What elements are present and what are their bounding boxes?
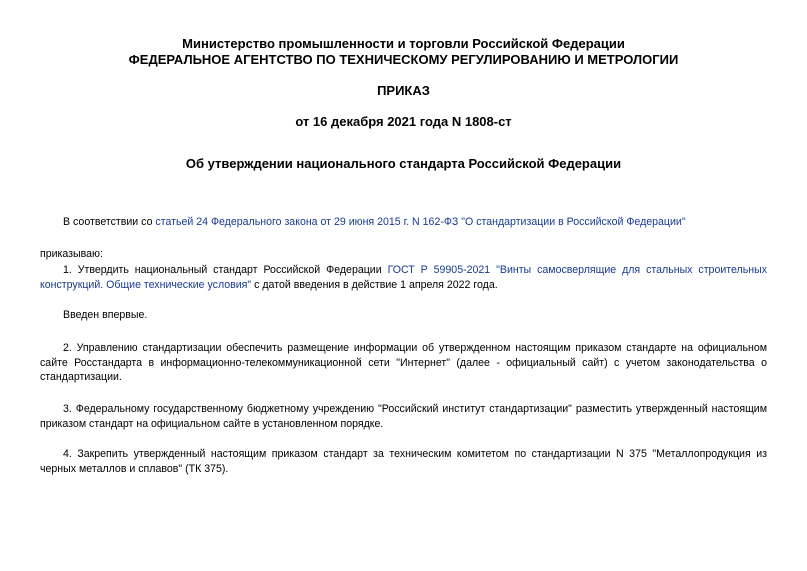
preamble-paragraph	[40, 215, 767, 230]
item-1-paragraph	[40, 263, 767, 292]
ministry-heading: Министерство промышленности и торговли Российской Федерации	[182, 36, 625, 51]
order-word: приказываю:	[40, 248, 103, 260]
item-3-paragraph: 3. Федеральному государственному бюджетному учреждению "Российский институт стандартизации" разместить утвержденный настоящим приказом стандарт на официальном сайте в установленном порядке.	[40, 403, 767, 430]
agency-heading: ФЕДЕРАЛЬНОЕ АГЕНТСТВО ПО ТЕХНИЧЕСКОМУ РЕГУЛИРОВАНИЮ И МЕТРОЛОГИИ	[128, 52, 679, 67]
item-1-prefix: 1. Утвердить национальный стандарт Российской Федерации	[63, 264, 388, 276]
preamble-prefix: В соответствии со	[63, 216, 156, 228]
item-1-suffix: с датой введения в действие 1 апреля 2022 года.	[251, 278, 498, 291]
document-date-number: от 16 декабря 2021 года N 1808-ст	[295, 114, 512, 129]
document-type-heading: ПРИКАЗ	[377, 83, 430, 98]
introduced-note: Введен впервые.	[63, 309, 148, 321]
federal-law-link[interactable]: статьей 24 Федерального закона от 29 июня 2015 г. N 162-ФЗ "О стандартизации в Российской Федерации"	[155, 216, 686, 228]
item-4-paragraph: 4. Закрепить утвержденный настоящим приказом стандарт за техническим комитетом по стандартизации N 375 "Металлопродукция из черных металлов и сплавов" (ТК 375).	[40, 448, 767, 475]
document-subject: Об утверждении национального стандарта Российской Федерации	[185, 156, 622, 171]
gost-standard-link[interactable]: ГОСТ Р 59905-2021 "Винты самосверлящие для стальных строительных конструкций. Общие технические условия"	[40, 264, 767, 291]
item-2-paragraph: 2. Управлению стандартизации обеспечить размещение информации об утвержденном настоящим приказом стандарте на официальном сайте Росстандарта в информационно-телекоммуникационной сети "Интернет" (далее - официальный сайт) с учетом законодательства о стандартизации.	[40, 342, 767, 383]
